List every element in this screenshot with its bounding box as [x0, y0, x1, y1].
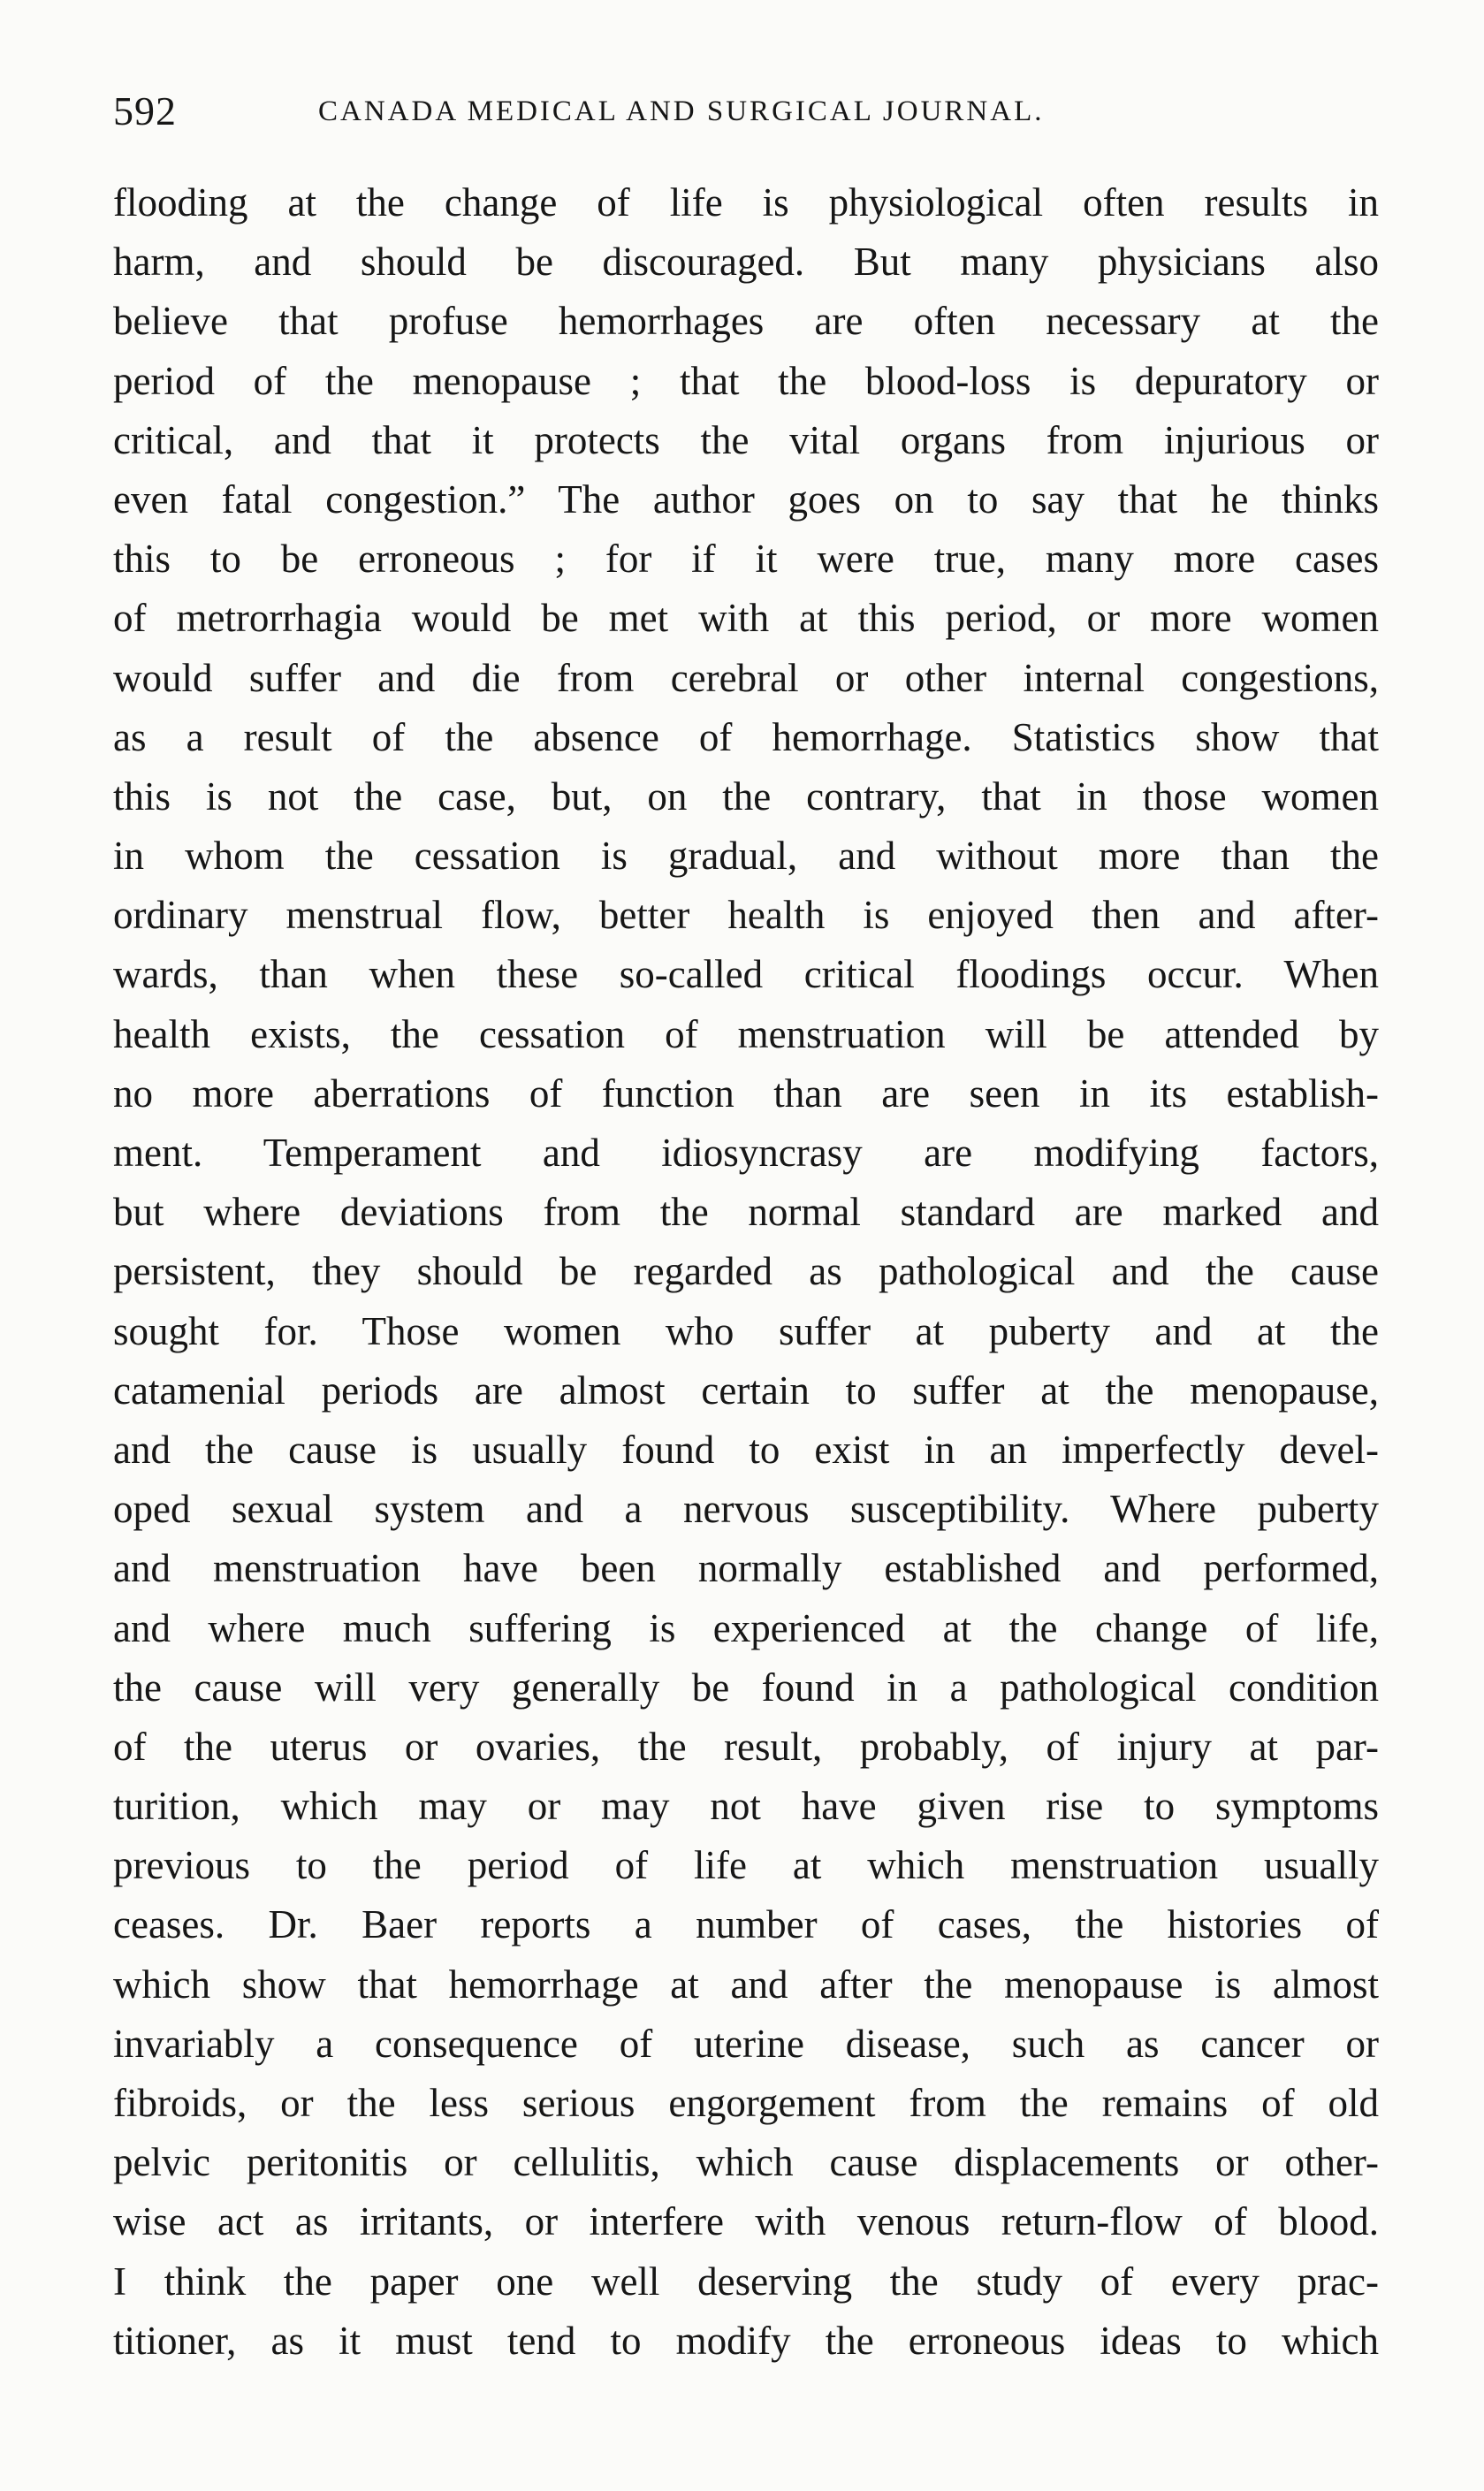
text-line: harm, and should be discouraged. But many physicians also [113, 240, 1379, 285]
text-line: this is not the case, but, on the contrary, that in those women [113, 773, 1379, 819]
text-line: wards, than when these so-called critical floodings occur. When [113, 952, 1379, 997]
body-text [113, 173, 1379, 2371]
text-line: turition, which may or may not have given rise to symptoms [113, 1784, 1379, 1829]
text-line: which show that hemorrhage at and after the menopause is almost [113, 1962, 1379, 2007]
page-header [113, 85, 1368, 138]
text-line: would suffer and die from cerebral or other internal congestions, [113, 655, 1379, 700]
text-line: and where much suffering is experienced at the change of life, [113, 1605, 1379, 1650]
text-line: no more aberrations of function than are seen in its establish- [113, 1070, 1379, 1116]
text-line: but where deviations from the normal standard are marked and [113, 1190, 1379, 1235]
text-line: and menstruation have been normally established and performed, [113, 1546, 1379, 1591]
page-number: 592 [113, 88, 177, 133]
text-line: this to be erroneous ; for if it were true, many more cases [113, 537, 1379, 582]
text-line: wise act as irritants, or interfere with venous return-flow of blood. [113, 2199, 1379, 2244]
text-line: invariably a consequence of uterine disease, such as cancer or [113, 2021, 1379, 2066]
text-line: ceases. Dr. Baer reports a number of cases, the histories of [113, 1902, 1379, 1947]
text-line: health exists, the cessation of menstruation will be attended by [113, 1011, 1379, 1056]
text-line: of the uterus or ovaries, the result, probably, of injury at par- [113, 1724, 1379, 1769]
text-line: titioner, as it must tend to modify the erroneous ideas to which [113, 2318, 1379, 2363]
text-line: ordinary menstrual flow, better health is enjoyed then and after- [113, 893, 1379, 938]
text-line: ment. Temperament and idiosyncrasy are modifying factors, [113, 1131, 1379, 1175]
text-line: previous to the period of life at which menstruation usually [113, 1843, 1379, 1888]
text-line: of metrorrhagia would be met with at this period, or more women [113, 596, 1379, 641]
text-line: in whom the cessation is gradual, and without more than the [113, 834, 1379, 879]
text-line: flooding at the change of life is physiological often results in [113, 180, 1379, 225]
text-line: persistent, they should be regarded as pathological and the cause [113, 1249, 1379, 1294]
text-line: as a result of the absence of hemorrhage. Statistics show that [113, 714, 1379, 759]
text-line: I think the paper one well deserving the study of every prac- [113, 2259, 1379, 2304]
text-line: fibroids, or the less serious engorgement from the remains of old [113, 2081, 1379, 2125]
text-line: pelvic peritonitis or cellulitis, which cause displacements or other- [113, 2140, 1379, 2185]
text-line: critical, and that it protects the vital organs from injurious or [113, 417, 1379, 462]
running-title: CANADA MEDICAL AND SURGICAL JOURNAL. [318, 95, 1045, 127]
text-line: the cause will very generally be found in a pathological condition [113, 1664, 1379, 1710]
text-line: believe that profuse hemorrhages are often necessary at the [113, 299, 1379, 344]
text-line: period of the menopause ; that the blood-loss is depuratory or [113, 358, 1379, 403]
text-line: oped sexual system and a nervous susceptibility. Where puberty [113, 1487, 1379, 1532]
text-line: sought for. Those women who suffer at puberty and at the [113, 1308, 1379, 1353]
text-line: and the cause is usually found to exist in an imperfectly devel- [113, 1427, 1379, 1472]
text-line: even fatal congestion.” The author goes on to say that he thinks [113, 476, 1379, 522]
text-line: catamenial periods are almost certain to suffer at the menopause, [113, 1367, 1379, 1413]
